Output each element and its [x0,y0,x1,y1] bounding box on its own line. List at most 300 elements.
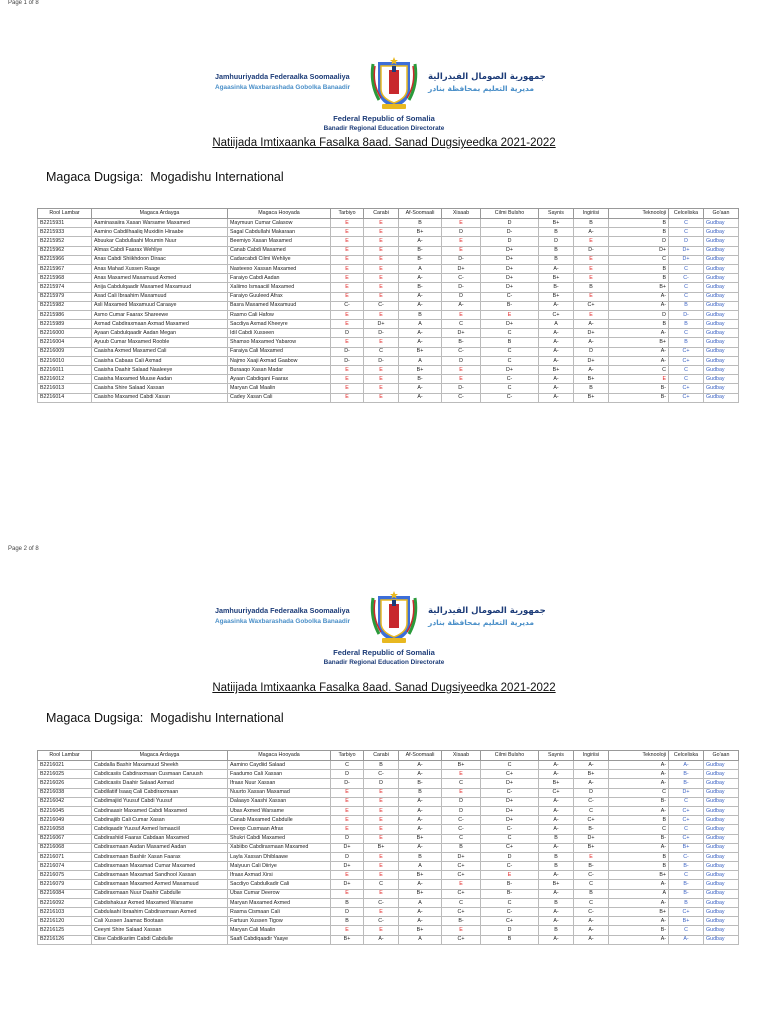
cell-celceliska: C [669,366,704,375]
cell-saynis: A- [539,375,574,384]
cell-roll-number: B2216014 [38,393,92,402]
english-title: Federal Republic of Somalia [333,648,435,657]
cell-roll-number: B2216075 [38,871,92,880]
cell-xisaab: D [442,806,481,815]
cell-teknooloji: B [609,320,669,329]
cell-mother-name: Sacdiya Axmad Kheeyre [228,320,331,329]
cell-go-aan: Gudbay [704,788,739,797]
cell-mother-name: Rasma Cismaan Cali [228,908,331,917]
cell-celceliska: C [669,871,704,880]
column-header-af-soomaali: Af-Soomaali [399,751,442,761]
cell-saynis: B+ [539,274,574,283]
cell-roll-number: B2216092 [38,898,92,907]
cell-cilmi-bulsho: C- [481,393,539,402]
cell-saynis: A- [539,264,574,273]
cell-roll-number: B2216042 [38,797,92,806]
cell-student-name: Asli Maxamed Maxamuud Caraaye [92,301,228,310]
cell-xisaab: E [442,770,481,779]
cell-student-name: Abuukar Cabdullaahi Moumin Nuur [92,237,228,246]
table-row [38,770,739,779]
cell-celceliska: B- [669,880,704,889]
cell-go-aan: Gudbay [704,926,739,935]
table-row [38,797,739,806]
cell-teknooloji: B [609,862,669,871]
cell-tarbiyo: E [331,871,364,880]
cell-xisaab: E [442,246,481,255]
cell-go-aan: Gudbay [704,908,739,917]
cell-teknooloji: B- [609,834,669,843]
cell-saynis: A- [539,329,574,338]
cell-af-soomaali: A [399,898,442,907]
cell-celceliska: A- [669,761,704,770]
cell-xisaab: B [442,843,481,852]
cell-teknooloji: A- [609,347,669,356]
cell-saynis: B+ [539,880,574,889]
cell-cilmi-bulsho: D+ [481,779,539,788]
cell-celceliska: C+ [669,834,704,843]
cell-xisaab: E [442,788,481,797]
table-row [38,375,739,384]
cell-ingiriisi: A- [574,779,609,788]
column-header-mother-name: Magaca Hooyada [228,209,331,219]
cell-af-soomaali: A [399,862,442,871]
cell-tarbiyo: D [331,908,364,917]
cell-xisaab: D- [442,255,481,264]
table-row [38,283,739,292]
cell-af-soomaali: A- [399,816,442,825]
cell-go-aan: Gudbay [704,843,739,852]
table-row [38,779,739,788]
cell-saynis: B [539,926,574,935]
cell-cilmi-bulsho: E [481,871,539,880]
cell-celceliska: D [669,237,704,246]
cell-xisaab: D+ [442,852,481,861]
cell-ingiriisi: D+ [574,356,609,365]
cell-cilmi-bulsho: B- [481,880,539,889]
cell-saynis: A- [539,816,574,825]
cell-roll-number: B2215967 [38,264,92,273]
cell-student-name: Cabdiraxmaan Maxamad Cumar Maxamed [92,862,228,871]
cell-teknooloji: B+ [609,908,669,917]
cell-cilmi-bulsho: D [481,926,539,935]
cell-tarbiyo: E [331,338,364,347]
cell-ingiriisi: A- [574,228,609,237]
cell-roll-number: B2216012 [38,375,92,384]
cell-cilmi-bulsho: D+ [481,264,539,273]
cell-ingiriisi: E [574,292,609,301]
school-line [46,170,284,184]
cell-go-aan: Gudbay [704,320,739,329]
cell-roll-number: B2216049 [38,816,92,825]
cell-tarbiyo: E [331,228,364,237]
cell-celceliska: B- [669,862,704,871]
cell-mother-name: Basra Maxamed Maxamuud [228,301,331,310]
cell-go-aan: Gudbay [704,356,739,365]
cell-carabi: D- [364,329,399,338]
cell-af-soomaali: B- [399,779,442,788]
cell-ingiriisi: C- [574,797,609,806]
cell-xisaab: E [442,237,481,246]
coat-of-arms-logo [369,56,419,112]
cell-teknooloji: B+ [609,283,669,292]
cell-celceliska: D+ [669,246,704,255]
cell-tarbiyo: D [331,834,364,843]
cell-xisaab: B- [442,338,481,347]
cell-xisaab: C+ [442,935,481,944]
coat-of-arms-logo [369,590,419,646]
cell-roll-number: B2215968 [38,274,92,283]
cell-go-aan: Gudbay [704,310,739,319]
cell-mother-name: Shamso Maxamed Yabarow [228,338,331,347]
cell-saynis: B+ [539,219,574,228]
cell-carabi: E [364,338,399,347]
cell-student-name: Cabdiraxmaan Bashiir Xasan Faarax [92,852,228,861]
cell-mother-name: Nasteexo Xassan Maxamed [228,264,331,273]
cell-cilmi-bulsho: C- [481,908,539,917]
cell-af-soomaali: A- [399,384,442,393]
cell-cilmi-bulsho: E [481,310,539,319]
cell-go-aan: Gudbay [704,255,739,264]
cell-cilmi-bulsho: D+ [481,366,539,375]
cell-go-aan: Gudbay [704,292,739,301]
table-row [38,816,739,825]
cell-ingiriisi: C+ [574,301,609,310]
cell-ingiriisi: C+ [574,816,609,825]
cell-carabi: E [364,246,399,255]
cell-roll-number: B2216125 [38,926,92,935]
cell-cilmi-bulsho: C [481,761,539,770]
column-header-mother-name: Magaca Hooyada [228,751,331,761]
cell-celceliska: C [669,329,704,338]
cell-ingiriisi: B+ [574,375,609,384]
cell-carabi: E [364,384,399,393]
school-line [46,711,284,725]
cell-ingiriisi: D- [574,246,609,255]
table-row [38,926,739,935]
cell-celceliska: D+ [669,255,704,264]
cell-ingiriisi: C [574,806,609,815]
cell-carabi: E [364,908,399,917]
cell-student-name: Cabdiqaadir Yuusuf Axmed Ismaaciil [92,825,228,834]
cell-teknooloji: C [609,788,669,797]
cell-tarbiyo: E [331,237,364,246]
cell-celceliska: C+ [669,908,704,917]
cell-carabi: E [364,375,399,384]
cell-saynis: A- [539,356,574,365]
cell-ingiriisi: E [574,255,609,264]
cell-mother-name: Faraiya Cali Maxamed [228,347,331,356]
cell-af-soomaali: A- [399,797,442,806]
cell-ingiriisi: B- [574,825,609,834]
cell-cilmi-bulsho: C [481,329,539,338]
cell-mother-name: Faraiyo Guuleed Afrax [228,292,331,301]
cell-celceliska: B [669,338,704,347]
cell-go-aan: Gudbay [704,264,739,273]
cell-go-aan: Gudbay [704,347,739,356]
cell-teknooloji: B- [609,384,669,393]
column-header-celceliska: Celceliska [669,209,704,219]
cell-ingiriisi: B+ [574,393,609,402]
cell-ingiriisi: B+ [574,770,609,779]
cell-student-name: Anas Cabdi Shiikhdoon Diraac [92,255,228,264]
cell-ingiriisi: B [574,219,609,228]
column-header-carabi: Carabi [364,751,399,761]
cell-student-name: Cabdiraxmaan Maxamad Sandhool Xassan [92,871,228,880]
cell-xisaab: E [442,366,481,375]
cell-mother-name: Cadey Xasan Cali [228,393,331,402]
cell-carabi: E [364,310,399,319]
cell-saynis: A- [539,908,574,917]
cell-af-soomaali: A [399,935,442,944]
table-row [38,237,739,246]
cell-saynis: B [539,255,574,264]
cell-tarbiyo: E [331,255,364,264]
cell-ingiriisi: B [574,889,609,898]
cell-saynis: A- [539,825,574,834]
cell-saynis: A- [539,770,574,779]
cell-teknooloji: A- [609,770,669,779]
cell-go-aan: Gudbay [704,274,739,283]
cell-mother-name: Saafi Cabdiqaadir Yaaye [228,935,331,944]
cell-af-soomaali: B [399,788,442,797]
cell-tarbiyo: E [331,825,364,834]
column-header-cilmi-bulsho: Cilmi Bulsho [481,209,539,219]
cell-cilmi-bulsho: C [481,356,539,365]
cell-xisaab: C+ [442,862,481,871]
cell-mother-name: Maymuun Cumar Calasow [228,219,331,228]
table-row [38,246,739,255]
cell-carabi: E [364,219,399,228]
cell-student-name: Caaisho Maxamed Cabdi Xasan [92,393,228,402]
cell-ingiriisi: B+ [574,843,609,852]
cell-saynis: C+ [539,310,574,319]
cell-saynis: D [539,237,574,246]
cell-af-soomaali: B+ [399,889,442,898]
cell-student-name: Aamino Cabdilhaaliq Muxidiin Hiraabe [92,228,228,237]
cell-xisaab: D+ [442,329,481,338]
cell-cilmi-bulsho: D+ [481,806,539,815]
cell-mother-name: Deeqo Cusmaan Afrax [228,825,331,834]
cell-student-name: Caaisha Axmed Maxamed Cali [92,347,228,356]
cell-carabi: D+ [364,320,399,329]
cell-saynis: B [539,862,574,871]
cell-ingiriisi: A- [574,926,609,935]
cell-mother-name: Canab Cabdi Maxamed [228,246,331,255]
cell-tarbiyo: E [331,366,364,375]
school-label: Magaca Dugsiga: [46,170,144,184]
document-title: Natiijada Imtixaanka Fasalka 8aad. Sanad Dugsiyeedka 2021-2022 [212,137,556,149]
cell-ingiriisi: D [574,347,609,356]
cell-saynis: A- [539,843,574,852]
cell-teknooloji: A- [609,917,669,926]
cell-xisaab: C [442,320,481,329]
cell-teknooloji: B+ [609,871,669,880]
column-header-carabi: Carabi [364,209,399,219]
cell-go-aan: Gudbay [704,834,739,843]
cell-carabi: E [364,806,399,815]
column-header-xisaab: Xisaab [442,209,481,219]
cell-cilmi-bulsho: B [481,338,539,347]
cell-cilmi-bulsho: D- [481,228,539,237]
cell-celceliska: C [669,825,704,834]
column-header-go-aan: Go'aan [704,209,739,219]
cell-mother-name: Xabiibo Cabdiraxmaan Maxamed [228,843,331,852]
table-header-row [38,751,739,761]
cell-saynis: A- [539,761,574,770]
cell-go-aan: Gudbay [704,816,739,825]
cell-af-soomaali: A- [399,393,442,402]
cell-ingiriisi: E [574,852,609,861]
cell-ingiriisi: D+ [574,834,609,843]
column-header-saynis: Saynis [539,209,574,219]
cell-carabi: E [364,283,399,292]
cell-tarbiyo: D- [331,779,364,788]
cell-ingiriisi: B [574,283,609,292]
cell-cilmi-bulsho: D [481,237,539,246]
cell-go-aan: Gudbay [704,761,739,770]
cell-saynis: A- [539,797,574,806]
cell-ingiriisi: A- [574,338,609,347]
cell-mother-name: Maryan Maxamed Axmed [228,898,331,907]
cell-student-name: Anas Maxamed Maxamuud Axmed [92,274,228,283]
cell-cilmi-bulsho: B [481,935,539,944]
cell-cilmi-bulsho: D+ [481,246,539,255]
cell-teknooloji: A- [609,843,669,852]
cell-go-aan: Gudbay [704,329,739,338]
cell-carabi: E [364,816,399,825]
cell-celceliska: C+ [669,393,704,402]
cell-go-aan: Gudbay [704,917,739,926]
cell-carabi: E [364,255,399,264]
arabic-title: جمهورية الصومال الفيدرالية [428,606,546,616]
cell-teknooloji: A- [609,880,669,889]
cell-af-soomaali: B [399,219,442,228]
cell-mother-name: Maryan Cali Maalin [228,926,331,935]
cell-af-soomaali: B- [399,375,442,384]
cell-ingiriisi: E [574,274,609,283]
cell-student-name: Ceeyni Shire Salaad Xassan [92,926,228,935]
cell-student-name: Cali Xussen Jaamac Bootaan [92,917,228,926]
cell-xisaab: C+ [442,871,481,880]
table-row [38,788,739,797]
cell-teknooloji: B+ [609,338,669,347]
cell-student-name: Ayaan Cabdulqaadir Aadan Megan [92,329,228,338]
cell-xisaab: C- [442,347,481,356]
cell-xisaab: D- [442,384,481,393]
table-row [38,264,739,273]
table-row [38,320,739,329]
cell-celceliska: B+ [669,843,704,852]
cell-tarbiyo: B [331,917,364,926]
cell-roll-number: B2216011 [38,366,92,375]
cell-carabi: E [364,274,399,283]
cell-student-name: Asad Cali Ibraahim Maxamuud [92,292,228,301]
cell-carabi: E [364,825,399,834]
cell-cilmi-bulsho: B- [481,889,539,898]
cell-student-name: Cabdilatiif Isaaq Cali Cabdiraxmaan [92,788,228,797]
cell-student-name: Cabdishakuur Axmed Maxamed Warsame [92,898,228,907]
table-row [38,880,739,889]
cell-af-soomaali: B+ [399,366,442,375]
somali-title: Jamhuuriyadda Federaalka Soomaaliya [215,72,350,81]
cell-teknooloji: C [609,825,669,834]
cell-celceliska: B+ [669,917,704,926]
arabic-subtitle: مديرية التعليم بمحافظة بنادر [428,84,535,93]
cell-cilmi-bulsho: D+ [481,255,539,264]
cell-af-soomaali: B+ [399,834,442,843]
cell-tarbiyo: E [331,806,364,815]
cell-xisaab: C+ [442,889,481,898]
cell-xisaab: C- [442,816,481,825]
cell-af-soomaali: A [399,320,442,329]
cell-student-name: Caaisha Daahir Salaad Naaleeye [92,366,228,375]
cell-af-soomaali: A- [399,301,442,310]
cell-celceliska: B [669,301,704,310]
cell-cilmi-bulsho: C- [481,825,539,834]
cell-saynis: C+ [539,788,574,797]
cell-roll-number: B2215986 [38,310,92,319]
cell-roll-number: B2215979 [38,292,92,301]
cell-mother-name: Sagal Cabdullahi Makaraan [228,228,331,237]
cell-teknooloji: A [609,889,669,898]
table-row [38,761,739,770]
cell-carabi: E [364,852,399,861]
table-row [38,935,739,944]
cell-mother-name: Shukri Cabdi Maxamed [228,834,331,843]
cell-student-name: Cabdiraxmaan Aadan Maxamed Aadan [92,843,228,852]
cell-tarbiyo: E [331,264,364,273]
column-header-ingiriisi: Ingiriisi [574,751,609,761]
cell-go-aan: Gudbay [704,219,739,228]
cell-xisaab: E [442,219,481,228]
cell-cilmi-bulsho: D [481,219,539,228]
cell-roll-number: B2216068 [38,843,92,852]
cell-tarbiyo: E [331,246,364,255]
cell-xisaab: C- [442,825,481,834]
column-header-cilmi-bulsho: Cilmi Bulsho [481,751,539,761]
cell-carabi: E [364,237,399,246]
cell-saynis: A- [539,384,574,393]
cell-tarbiyo: D+ [331,880,364,889]
cell-carabi: E [364,834,399,843]
cell-tarbiyo: E [331,889,364,898]
table-row [38,292,739,301]
cell-teknooloji: B [609,264,669,273]
cell-mother-name: Ifraax Axmad Xirsi [228,871,331,880]
cell-roll-number: B2216045 [38,806,92,815]
document-title: Natiijada Imtixaanka Fasalka 8aad. Sanad Dugsiyeedka 2021-2022 [212,682,556,694]
cell-carabi: C- [364,770,399,779]
cell-tarbiyo: E [331,219,364,228]
cell-tarbiyo: E [331,816,364,825]
cell-roll-number: B2216025 [38,770,92,779]
cell-roll-number: B2216026 [38,779,92,788]
cell-tarbiyo: D- [331,356,364,365]
column-header-teknooloji: Teknooloji [609,209,669,219]
cell-roll-number: B2216010 [38,356,92,365]
cell-mother-name: Idil Cabdi Xusseen [228,329,331,338]
cell-saynis: A- [539,347,574,356]
cell-student-name: Axmad Cabdiraxmaan Axmad Maxamed [92,320,228,329]
cell-roll-number: B2216126 [38,935,92,944]
cell-go-aan: Gudbay [704,862,739,871]
table-row [38,806,739,815]
column-header-saynis: Saynis [539,751,574,761]
table-header-row [38,209,739,219]
cell-tarbiyo: E [331,375,364,384]
cell-student-name: Cabdimajiid Yuusuf Cabdi Yuusuf [92,797,228,806]
column-header-af-soomaali: Af-Soomaali [399,209,442,219]
